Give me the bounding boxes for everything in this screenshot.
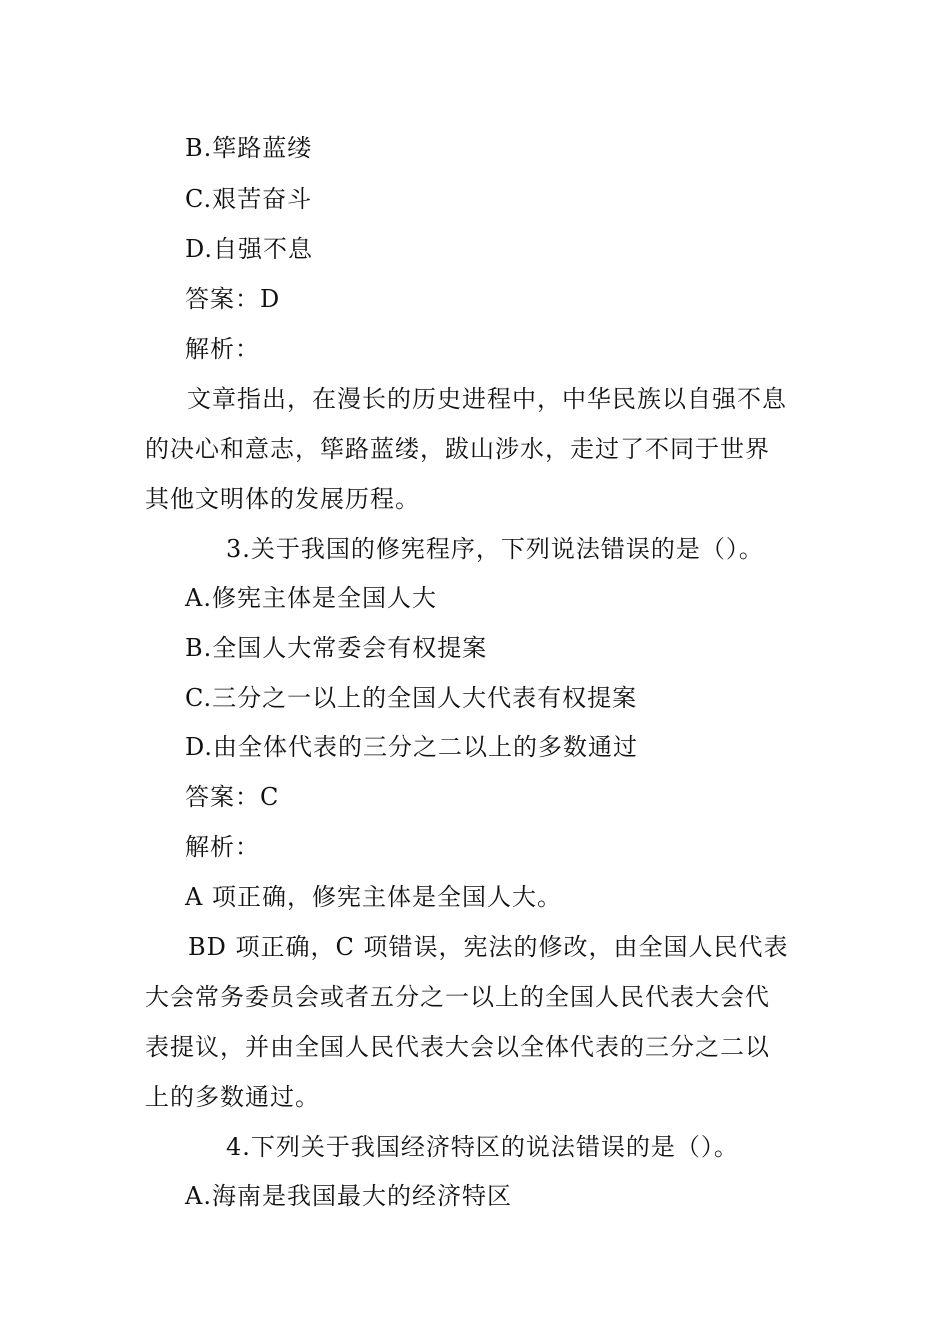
q2-option-d: D.自强不息 [185, 235, 314, 263]
q3-analysis-label: 解析： [185, 833, 260, 861]
q3-option-b: B.全国人大常委会有权提案 [185, 634, 488, 662]
q2-option-b: B.筚路蓝缕 [185, 134, 313, 162]
q3-answer: 答案：C [185, 783, 280, 811]
q2-analysis-line-1: 文章指出，在漫长的历史进程中，中华民族以自强不息 [187, 385, 787, 413]
q4-option-a: A.海南是我国最大的经济特区 [185, 1182, 512, 1210]
q4-question: 4.下列关于我国经济特区的说法错误的是（）。 [226, 1133, 739, 1161]
q3-analysis-p2-line-1: BD 项正确，C 项错误，宪法的修改，由全国人民代表 [188, 933, 789, 961]
q2-option-c: C.艰苦奋斗 [185, 185, 313, 213]
q2-analysis-line-2: 的决心和意志，筚路蓝缕，跋山涉水，走过了不同于世界 [145, 435, 770, 463]
q2-answer: 答案：D [185, 285, 281, 313]
q3-option-d: D.由全体代表的三分之二以上的多数通过 [185, 733, 639, 761]
q2-analysis-line-3: 其他文明体的发展历程。 [145, 485, 420, 513]
q3-analysis-p1: A 项正确，修宪主体是全国人大。 [185, 883, 562, 911]
q3-question: 3.关于我国的修宪程序，下列说法错误的是（）。 [226, 535, 764, 563]
q3-option-a: A.修宪主体是全国人大 [185, 584, 437, 612]
q2-analysis-label: 解析： [185, 335, 260, 363]
q3-analysis-p2-line-3: 表提议，并由全国人民代表大会以全体代表的三分之二以 [145, 1033, 770, 1061]
q3-option-c: C.三分之一以上的全国人大代表有权提案 [185, 684, 638, 712]
q3-analysis-p2-line-2: 大会常务委员会或者五分之一以上的全国人民代表大会代 [145, 983, 770, 1011]
q3-analysis-p2-line-4: 上的多数通过。 [145, 1083, 320, 1111]
